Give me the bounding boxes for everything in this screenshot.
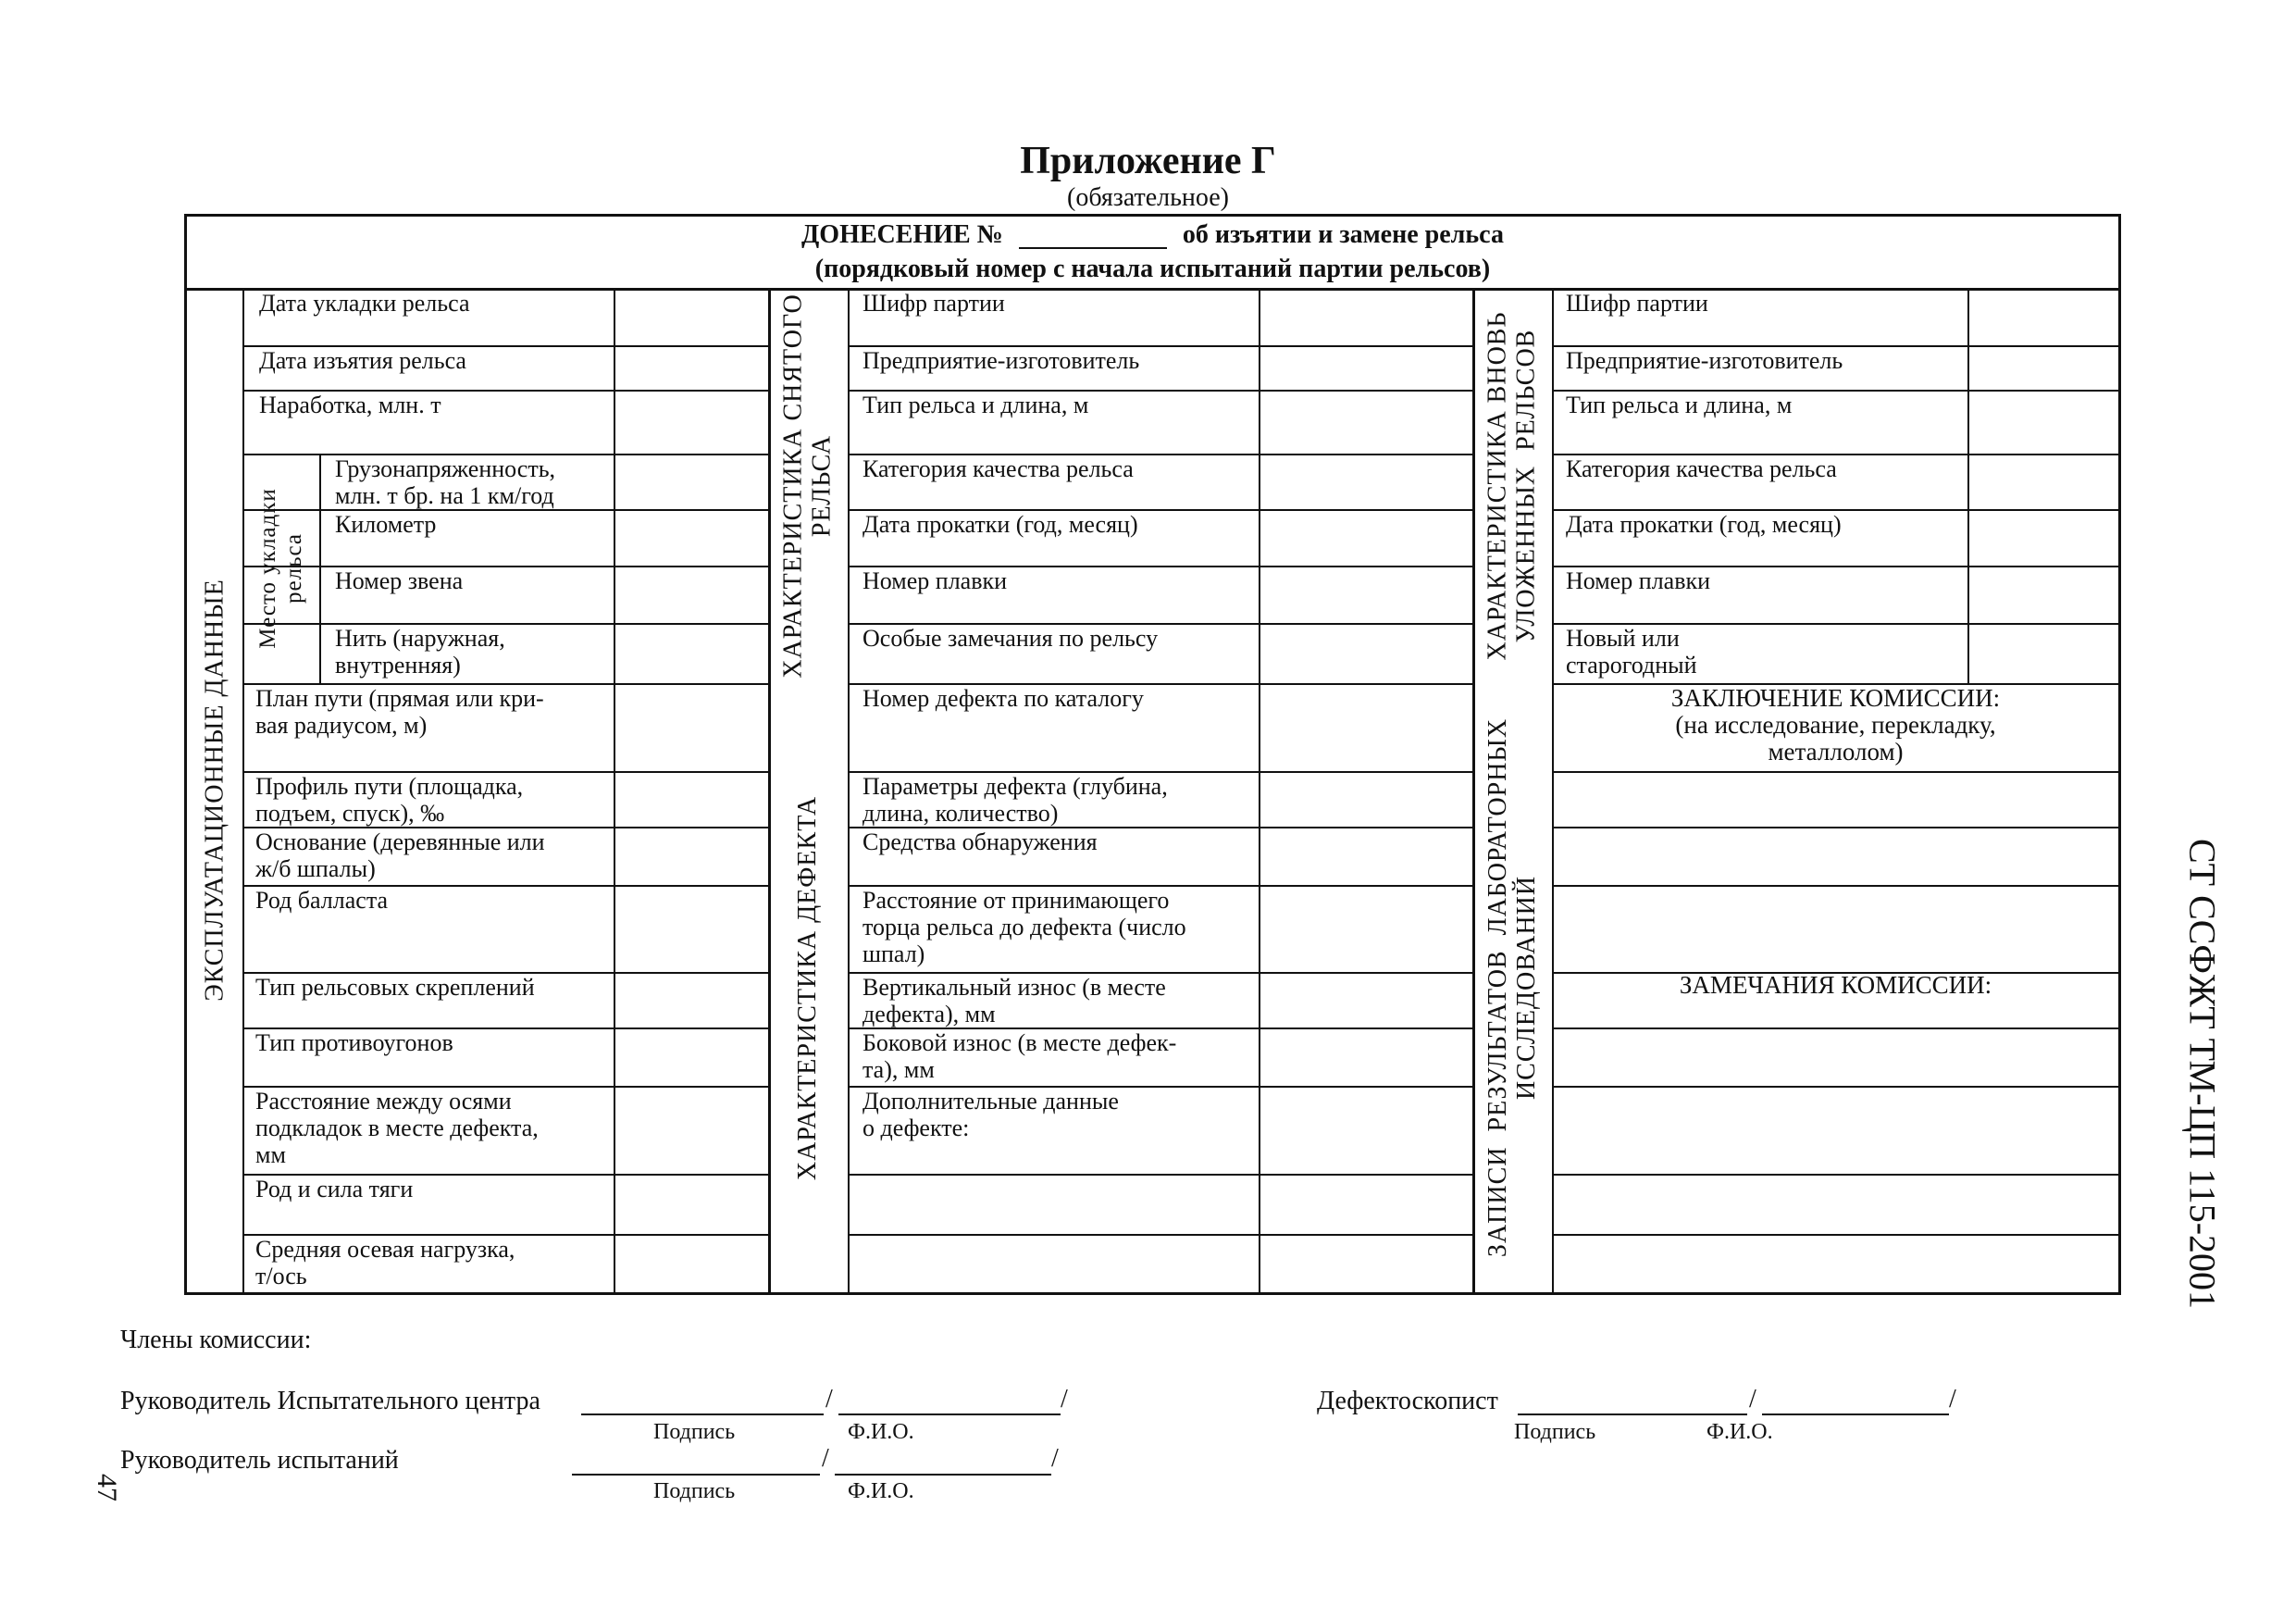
- appendix-title: Приложение Г: [1020, 140, 1276, 182]
- new-rail-row-label: Номер плавки: [1566, 567, 1711, 594]
- defect-value-field[interactable]: [1260, 685, 1471, 731]
- report-title-prefix: ДОНЕСЕНИЕ №: [801, 220, 1003, 249]
- defect-row-label: Расстояние от принимающего торца рельса до дефекта (число шпал): [863, 887, 1186, 967]
- report-title-suffix: об изъятии и замене рельса: [1182, 220, 1504, 249]
- flaw-detector-signature-field[interactable]: [1518, 1414, 1747, 1415]
- grid-line: [1552, 827, 2118, 828]
- defect-value-field[interactable]: [1260, 828, 1471, 875]
- new-rail-value-field[interactable]: [1969, 567, 2116, 614]
- new-rail-value-field[interactable]: [1969, 290, 2116, 336]
- operational-value-field[interactable]: [615, 828, 766, 875]
- slash: /: [825, 1385, 833, 1414]
- grid-line: [319, 454, 321, 683]
- slash: /: [1749, 1385, 1756, 1414]
- location-value-field[interactable]: [615, 455, 766, 502]
- removed-rail-row-label: Дата прокатки (год, месяц): [863, 511, 1138, 538]
- grid-line: [1552, 1027, 2118, 1029]
- test-head-name-field[interactable]: [835, 1474, 1051, 1476]
- grid-line: [1552, 771, 2118, 773]
- grid-line: [1552, 1086, 2118, 1088]
- report-subtitle: (порядковый номер с начала испытаний партии рельсов): [814, 255, 1491, 283]
- report-title: [187, 217, 2118, 254]
- defect-value-field[interactable]: [1260, 887, 1471, 933]
- operational-row-label: Дата изъятия рельса: [259, 347, 466, 374]
- location-row-label: Километр: [335, 511, 437, 538]
- new-rail-value-field[interactable]: [1969, 347, 2116, 393]
- new-rail-value-field[interactable]: [1969, 511, 2116, 557]
- signature-caption: Подпись: [1514, 1420, 1596, 1444]
- operational-row-label: Дата укладки рельса: [259, 290, 470, 317]
- new-rail-row-label: Предприятие-изготовитель: [1566, 347, 1843, 374]
- flaw-detector-label: Дефектоскопист: [1317, 1387, 1498, 1415]
- slash: /: [1949, 1385, 1956, 1414]
- new-rail-value-field[interactable]: [1969, 392, 2116, 438]
- document-code: СТ ССФЖТ ТМ-ЦП 115-2001: [2181, 838, 2224, 1310]
- new-rail-value-field[interactable]: [1969, 625, 2116, 671]
- defect-value-field[interactable]: [1260, 1236, 1471, 1282]
- section-removed-rail: ХАРАКТЕРИСТИКА СНЯТОГО РЕЛЬСА: [779, 293, 837, 679]
- new-rail-row-label: Дата прокатки (год, месяц): [1566, 511, 1842, 538]
- operational-row-label: Расстояние между осями подкладок в месте дефекта, мм: [255, 1088, 539, 1168]
- removed-rail-value-field[interactable]: [1260, 567, 1471, 614]
- operational-row-label: План пути (прямая или кри- вая радиусом, м): [255, 685, 544, 739]
- commission-remarks: ЗАМЕЧАНИЯ КОМИССИИ:: [1679, 972, 1992, 999]
- operational-row-label: Профиль пути (площадка, подъем, спуск), ‰: [255, 773, 524, 827]
- removed-rail-row-label: Категория качества рельса: [863, 455, 1134, 482]
- page-number: 47: [92, 1474, 122, 1501]
- test-center-head-label: Руководитель Испытательного центра: [120, 1387, 540, 1415]
- defect-value-field[interactable]: [1260, 773, 1471, 819]
- defect-value-field[interactable]: [1260, 1176, 1471, 1222]
- defect-row-label: Вертикальный износ (в месте дефекта), мм: [863, 974, 1166, 1027]
- removed-rail-row-label: Номер плавки: [863, 567, 1008, 594]
- location-value-field[interactable]: [615, 511, 766, 557]
- defect-row-label: Боковой износ (в месте дефек- та), мм: [863, 1029, 1177, 1083]
- test-center-head-signature-field[interactable]: [581, 1414, 824, 1415]
- name-caption: Ф.И.О.: [1706, 1420, 1773, 1444]
- removed-rail-value-field[interactable]: [1260, 455, 1471, 502]
- test-center-head-name-field[interactable]: [838, 1414, 1061, 1415]
- grid-line: [1552, 288, 1554, 1292]
- section-defect: ХАРАКТЕРИСТИКА ДЕФЕКТА: [793, 795, 823, 1180]
- removed-rail-value-field[interactable]: [1260, 290, 1471, 336]
- grid-line: [848, 288, 850, 1292]
- operational-row-label: Основание (деревянные или ж/б шпалы): [255, 828, 545, 882]
- grid-line: [1552, 885, 2118, 887]
- signature-caption: Подпись: [653, 1420, 736, 1444]
- test-head-signature-field[interactable]: [572, 1474, 820, 1476]
- section-location: Место укладки рельса: [254, 488, 306, 649]
- defect-row-label: Дополнительные данные о дефекте:: [863, 1088, 1119, 1141]
- location-row-label: Номер звена: [335, 567, 464, 594]
- report-number-field[interactable]: [1019, 225, 1167, 249]
- operational-value-field[interactable]: [615, 347, 766, 393]
- flaw-detector-name-field[interactable]: [1762, 1414, 1949, 1415]
- grid-line: [1552, 1174, 2118, 1176]
- operational-value-field[interactable]: [615, 974, 766, 1020]
- operational-value-field[interactable]: [615, 1029, 766, 1076]
- defect-row-label: Номер дефекта по каталогу: [863, 685, 1144, 712]
- operational-value-field[interactable]: [615, 290, 766, 336]
- name-caption: Ф.И.О.: [848, 1479, 914, 1503]
- signature-caption: Подпись: [653, 1479, 736, 1503]
- new-rail-value-field[interactable]: [1969, 455, 2116, 502]
- new-rail-row-label: Тип рельса и длина, м: [1566, 392, 1793, 418]
- removed-rail-row-label: Шифр партии: [863, 290, 1005, 317]
- slash: /: [822, 1444, 829, 1473]
- operational-value-field[interactable]: [615, 773, 766, 819]
- location-value-field[interactable]: [615, 625, 766, 671]
- grid-line: [1552, 1234, 2118, 1236]
- name-caption: Ф.И.О.: [848, 1420, 914, 1444]
- operational-value-field[interactable]: [615, 685, 766, 731]
- location-row-label: Грузонапряженность, млн. т бр. на 1 км/год: [335, 455, 556, 509]
- removed-rail-value-field[interactable]: [1260, 511, 1471, 557]
- operational-value-field[interactable]: [615, 392, 766, 438]
- removed-rail-value-field[interactable]: [1260, 392, 1471, 438]
- new-rail-row-label: Новый или старогодный: [1566, 625, 1697, 679]
- operational-row-label: Средняя осевая нагрузка, т/ось: [255, 1236, 515, 1289]
- defect-row-label: Параметры дефекта (глубина, длина, количество): [863, 773, 1168, 827]
- grid-line: [242, 288, 244, 1292]
- operational-row-label: Тип рельсовых скреплений: [255, 974, 535, 1001]
- operational-row-label: Род балласта: [255, 887, 389, 914]
- section-lab-records: ЗАПИСИ РЕЗУЛЬТАТОВ ЛАБОРАТОРНЫХ ИССЛЕДОВАНИЙ: [1483, 717, 1541, 1258]
- operational-value-field[interactable]: [615, 1088, 766, 1134]
- section-new-rails: ХАРАКТЕРИСТИКА ВНОВЬ УЛОЖЕННЫХ РЕЛЬСОВ: [1483, 310, 1542, 661]
- commission-members-label: Члены комиссии:: [120, 1326, 312, 1354]
- defect-row-label: Средства обнаружения: [863, 828, 1098, 855]
- removed-rail-row-label: Предприятие-изготовитель: [863, 347, 1140, 374]
- location-row-label: Нить (наружная, внутренняя): [335, 625, 505, 679]
- removed-rail-row-label: Тип рельса и длина, м: [863, 392, 1089, 418]
- removed-rail-value-field[interactable]: [1260, 625, 1471, 671]
- section-operational: ЭКСПЛУАТАЦИОННЫЕ ДАННЫЕ: [200, 579, 230, 1002]
- operational-value-field[interactable]: [615, 1236, 766, 1282]
- new-rail-row-label: Категория качества рельса: [1566, 455, 1837, 482]
- operational-row-label: Наработка, млн. т: [259, 392, 441, 418]
- operational-value-field[interactable]: [615, 1176, 766, 1222]
- operational-value-field[interactable]: [615, 887, 766, 933]
- slash: /: [1051, 1444, 1059, 1473]
- slash: /: [1061, 1385, 1068, 1414]
- removed-rail-value-field[interactable]: [1260, 347, 1471, 393]
- test-head-label: Руководитель испытаний: [120, 1446, 399, 1475]
- defect-value-field[interactable]: [1260, 1088, 1471, 1134]
- removed-rail-row-label: Особые замечания по рельсу: [863, 625, 1159, 652]
- appendix-subtitle: (обязательное): [1067, 183, 1229, 212]
- operational-row-label: Род и сила тяги: [255, 1176, 414, 1202]
- new-rail-row-label: Шифр партии: [1566, 290, 1708, 317]
- defect-value-field[interactable]: [1260, 974, 1471, 1020]
- operational-row-label: Тип противоугонов: [255, 1029, 453, 1056]
- commission-conclusion: ЗАКЛЮЧЕНИЕ КОМИССИИ: (на исследование, перекладку, металлолом): [1670, 685, 2001, 766]
- location-value-field[interactable]: [615, 567, 766, 614]
- defect-value-field[interactable]: [1260, 1029, 1471, 1076]
